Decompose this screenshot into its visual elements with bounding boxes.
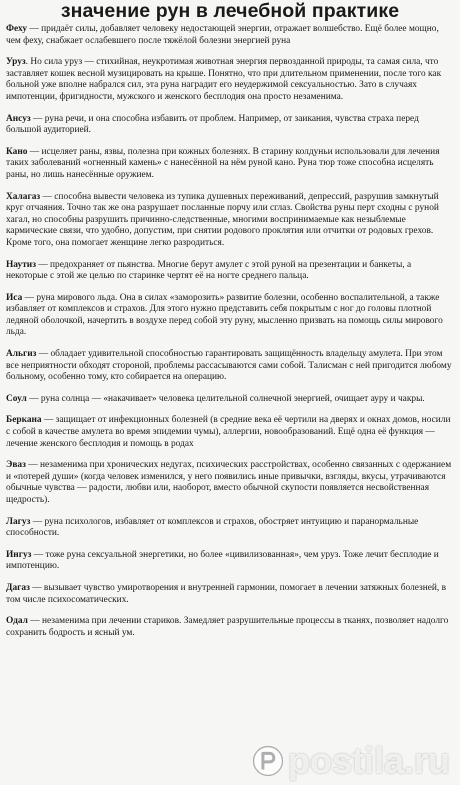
rune-entry: [6, 260, 454, 283]
rune-entry: [6, 57, 454, 103]
rune-entry: [6, 24, 454, 47]
rune-name: Дагаз: [6, 582, 30, 593]
rune-list: [6, 24, 454, 639]
rune-name: Халагаз: [6, 191, 41, 202]
rune-name: Альгиз: [6, 349, 37, 360]
page-title: значение рун в лечебной практике: [60, 0, 400, 22]
rune-entry: [6, 517, 454, 540]
watermark-text: postila.ru: [287, 740, 450, 781]
rune-name: Иса: [6, 292, 23, 303]
rune-entry: [6, 550, 454, 573]
rune-description: — защищает от инфекционных болезней (в средние века её чертили на дверях и окнах домов, носили с собой в качестве амулета во время эпидемии чумы), аллергии, новообразований. Ещё одна её функция — лечение женского бесплодия и помощь в родах: [6, 415, 451, 449]
rune-name: Наутиз: [6, 259, 36, 270]
rune-name: Ингуз: [6, 549, 32, 560]
rune-description: — руна мирового льда. Она в силах «заморозить» развитие болезни, особенно воспалительной, а также избавляет от комплексов и страхов. Для этого нужно представить себя покрытым с ног до головы плотной ледяной оболочкой, начертить в воздухе перед собой эту руну, мысленно призвать на помощь силы мирового льда.: [6, 292, 443, 338]
rune-entry: [6, 349, 454, 384]
watermark: [251, 741, 450, 781]
rune-description: — руна психологов, избавляет от комплексов и страхов, обостряет интуицию и паранормальные способности.: [6, 516, 419, 539]
rune-entry: [6, 192, 454, 250]
rune-entry: [6, 147, 454, 182]
rune-entry: [6, 293, 454, 339]
rune-description: — обладает удивительной способностью гарантировать защищённость владельцу амулета. При этом все неприятности обходят стороной, проблемы рассасываются сами собой. Талисман с ней пригодится любому больному, особенно тому, кто собирается на операцию.: [6, 349, 452, 383]
rune-description: — руна солнца — «накачивает» человека целительной солнечной энергией, очищает ауру и чакры.: [26, 393, 425, 404]
rune-description: — руна речи, и она способна избавить от проблем. Например, от заикания, чувства страха перед большой аудиторией.: [6, 113, 419, 136]
rune-entry: [6, 583, 454, 606]
rune-description: — вызывает чувство умиротворения и внутренней гармонии, помогает в лечении затяжных болезней, в том числе психосоматических.: [6, 582, 447, 605]
rune-name: Феху: [6, 24, 28, 34]
rune-entry: [6, 114, 454, 137]
rune-name: Кано: [6, 146, 28, 157]
rune-description: — незаменима при лечении стариков. Замедляет разрушительные процессы в тканях, позволяет надолго сохранить бодрость и ясный ум.: [6, 616, 449, 638]
rune-entry: [6, 415, 454, 450]
rune-name: Уруз: [6, 57, 26, 68]
rune-description: — незаменима при хронических недугах, психических расстройствах, особенно связанных с одержанием и «потерей души» (когда человек изменился, у него появились иные привычки, взгляды, вкусы, утрачиваются обычные чувства — радости, любви или, наоборот, вместо обычной скупости появляется несвойственная щедрость).: [6, 460, 452, 505]
rune-name: Беркана: [6, 415, 42, 426]
rune-name: Эваз: [6, 460, 26, 471]
rune-description: . Но сила уруз — стихийная, неукротимая животная энергия первозданной природы, та самая сила, что заставляет кошек весной музицировать на крыше. Понятно, что при длительном применении, после того как больной уже вполне набрался сил, эта руна наградит его неудержимой сексуальностью. Зато в случаях импотенции, фригидности, мужского и женского бесплодия она просто незаменима.: [6, 57, 442, 102]
rune-entry: [6, 616, 454, 639]
rune-name: Лагуз: [6, 516, 31, 527]
rune-name: Соул: [6, 393, 27, 404]
rune-description: — предохраняет от пьянства. Многие берут амулет с этой руной на презентации и банкеты, а некоторые с этой же целью по старинке чертят её на ногте среднего пальца.: [6, 259, 412, 282]
rune-description: — придаёт силы, добавляет человеку недостающей энергии, отражает волшебство. Ещё более мощно, чем феху, снабжает ослабевшего после тяжёлой болезни энергией руна: [6, 24, 439, 46]
rune-entry: [6, 394, 454, 406]
rune-description: — тоже руна сексуальной энергетики, но более «цивилизованная», чем уруз. Тоже лечит бесплодие и импотенцию.: [6, 549, 439, 572]
rune-description: — способна вывести человека из тупика душевных переживаний, депрессий, разрушив замкнутый круг отчаяния. Точно так же она разрушает посланные порчу или сглаз. Свойства руны перт сходны с руной хагал, но способны разрушить причинно-следственные, многими воспринимаемые как незыблемые кармические связи, что удобно, допустим, при снятии родового проклятия или отчитки от родовых грехов. Кроме того, она помогает женщине легко разродиться.: [6, 191, 439, 248]
rune-entry: [6, 460, 454, 506]
rune-name: Ансуз: [6, 113, 31, 124]
rune-description: — исцеляет раны, язвы, полезна при кожных болезнях. В старину колдуньи использовали для лечения таких заболеваний «огненный камень» с нанесённой на нём руной кано. Руна тюр тоже способна исцелять раны, но лишь нанесённые оружием.: [6, 146, 440, 180]
postila-logo-icon: [251, 744, 285, 778]
rune-name: Одал: [6, 616, 28, 627]
